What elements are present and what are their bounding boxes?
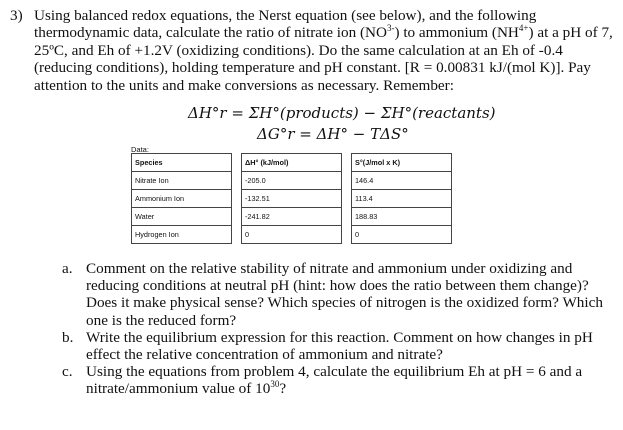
table-row: Hydrogen Ion 0 0 — [132, 226, 452, 244]
question-text: Comment on the relative stability of nitrate and ammonium under oxidizing and reducing conditions at neutral pH (hint: how does the ratio between them change)? Does it make physical sense? Which species of nitrogen is the oxidized form? Which one is the reduced form? — [86, 260, 603, 329]
question-label: a. — [62, 260, 73, 277]
ammonium-charge: 4+ — [518, 23, 529, 34]
problem-number: 3) — [10, 7, 23, 24]
table-row: Nitrate Ion -205.0 146.4 — [132, 172, 452, 190]
question-label: c. — [62, 363, 73, 381]
enthalpy-equation: ΔH°r = ΣH°(products) − ΣH°(reactants) — [188, 104, 496, 122]
header-species: Species — [132, 154, 232, 172]
data-label: Data: — [131, 145, 149, 154]
thermo-data-table — [131, 153, 452, 244]
question-b — [62, 329, 610, 363]
question-text: Write the equilibrium expression for this reaction. Comment on how changes in pH effect the relative concentration of ammonium and nitrate? — [86, 328, 593, 364]
table-header-row — [132, 154, 452, 172]
exponent: 30 — [270, 379, 280, 390]
question-list — [62, 260, 610, 398]
question-label: b. — [62, 328, 74, 346]
problem-text: Using balanced redox equations, the Nerst equation (see below), and the following thermodynamic data, calculate the ratio of nitrate ion $(NO^{3-})$ to ammonium $(NH^{4+})$ at a pH of 7, 25ºC, and Eh of +1.2V (oxidizing conditions). Do the same calculation at an Eh of -0.4 (reducing conditions), holding temperature and pH constant. [R = 0.00831 kJ/(mol K)]. Pay attention to the units and make conversions as necessary. Remember: — [34, 7, 613, 94]
table-row: Ammonium Ion -132.51 113.4 — [132, 190, 452, 208]
question-text: Using the equations from problem 4, calculate the equilibrium Eh at pH = 6 and a nitrate/ammonium value of $10^{30}$? — [86, 363, 583, 398]
question-a — [62, 260, 610, 329]
gibbs-equation: ΔG°r = ΔH° − TΔS° — [257, 125, 409, 143]
header-enthalpy: ΔH° (kJ/mol) — [242, 154, 342, 172]
table-row: Water -241.82 188.83 — [132, 208, 452, 226]
question-c — [62, 363, 610, 397]
header-entropy: S°(J/mol x K) — [352, 154, 452, 172]
nitrate-charge: 3- — [386, 23, 395, 34]
